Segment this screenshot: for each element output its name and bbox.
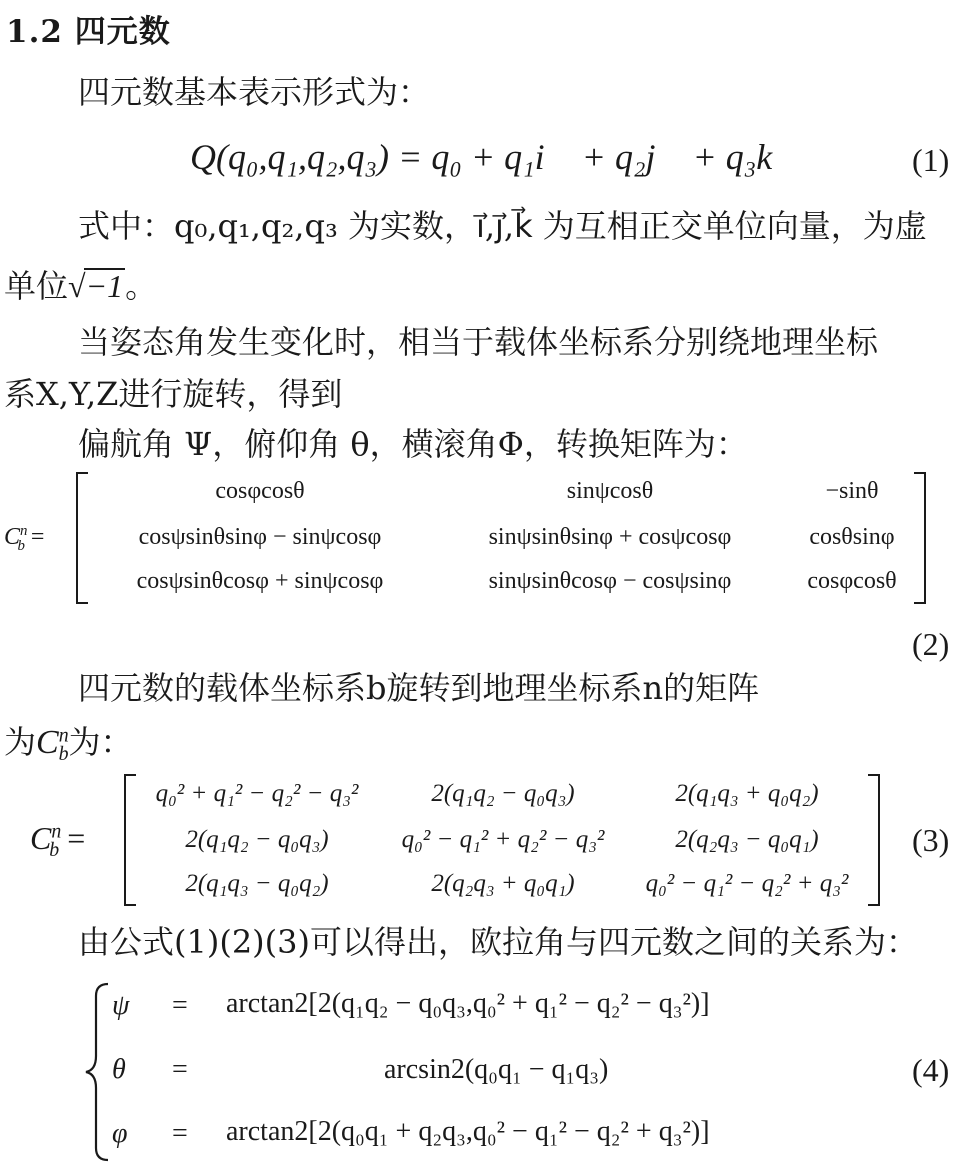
eq3-lhs-sub: b	[49, 839, 60, 862]
eq4-var: φ	[112, 1118, 128, 1149]
eq1-lhs: Q(q₀,q₁,q₂,q₃)	[190, 137, 390, 177]
p2-line2-pre: 单位	[4, 267, 69, 305]
eq3-cell: 2(q₂q₃ + q₀q₁)	[431, 870, 575, 897]
eq3-cell: 2(q₁q₃ − q₀q₂)	[185, 870, 329, 897]
eq3-cell: q₀² − q₁² − q₂² + q₃²	[645, 870, 849, 897]
eq3-cell: 2(q₂q₃ − q₀q₁)	[675, 826, 819, 853]
p5-symbol: C	[36, 724, 59, 761]
paragraph-quaternion-matrix-line1: 四元数的载体坐标系b旋转到地理坐标系n的矩阵	[78, 669, 760, 707]
eq4-expr: arcsin2(q₀q₁ − q₁q₃)	[384, 1054, 609, 1085]
equation-4-number: (4)	[912, 1052, 950, 1088]
eq2-cell: cosφcosθ	[807, 568, 897, 594]
section-number: 1.2	[6, 14, 63, 50]
eq4-left-brace	[84, 982, 112, 1162]
eq2-cell: −sinθ	[825, 478, 879, 504]
eq2-lhs	[4, 523, 45, 554]
paragraph-definition-line1: 式中：q₀,q₁,q₂,q₃ 为实数，i⃗,j⃗,k⃗ 为互相正交单位向量，为虚	[78, 207, 927, 245]
eq2-cell: sinψsinθcosφ − cosψsinφ	[488, 568, 732, 594]
paragraph-relation: 由公式(1)(2)(3)可以得出，欧拉角与四元数之间的关系为：	[78, 923, 918, 961]
eq2-left-bracket	[76, 472, 88, 604]
eq4-expr: arctan2[2(q₀q₁ + q₂q₃,q₀² − q₁² − q₂² + q₃²)]	[226, 1116, 710, 1147]
eq2-cell: cosψsinθcosφ + sinψcosφ	[136, 568, 384, 594]
p5-sup: n	[58, 724, 69, 747]
equation-1-number: (1)	[912, 142, 950, 178]
section-title: 四元数	[74, 14, 171, 50]
eq2-cell: cosψsinθsinφ − sinψcosφ	[138, 524, 382, 550]
eq3-cell: q₀² + q₁² − q₂² − q₃²	[155, 780, 359, 807]
eq4-var: ψ	[112, 990, 130, 1021]
eq3-lhs-sup: n	[51, 820, 62, 843]
eq4-equals: =	[172, 1118, 188, 1149]
paragraph-rotation-line1: 当姿态角发生变化时，相当于载体坐标系分别绕地理坐标	[78, 323, 879, 361]
eq3-cell: 2(q₁q₃ + q₀q₂)	[675, 780, 819, 807]
p5-sub: b	[58, 743, 69, 766]
paragraph-definition-line2: 单位√−1。	[4, 267, 158, 305]
eq2-equals: =	[30, 524, 45, 550]
eq2-cell: cosφcosθ	[215, 478, 305, 504]
eq2-lhs-sub: b	[17, 537, 25, 554]
eq2-cell: sinψsinθsinφ + cosψcosφ	[488, 524, 732, 550]
eq3-cell: 2(q₁q₂ − q₀q₃)	[185, 826, 329, 853]
paragraph-rotation-line2: 系X,Y,Z进行旋转，得到	[4, 375, 343, 413]
eq3-cell: q₀² − q₁² + q₂² − q₃²	[401, 826, 605, 853]
sqrt-radicand: −1	[85, 268, 124, 304]
p5-post: 为：	[68, 723, 133, 761]
equation-2-number: (2)	[912, 626, 950, 662]
eq4-equals: =	[172, 990, 188, 1021]
equation-3-number: (3)	[912, 822, 950, 858]
paragraph-quaternion-matrix-line2	[4, 723, 133, 766]
eq4-var: θ	[112, 1054, 126, 1085]
eq1-rhs: = q₀ + q₁i⃗ + q₂j⃗ + q₃k⃗	[398, 137, 801, 177]
p5-pre: 为	[4, 723, 37, 761]
paragraph-intro: 四元数基本表示形式为：	[78, 73, 431, 111]
eq3-equals: =	[67, 820, 86, 856]
eq4-equals: =	[172, 1054, 188, 1085]
equation-1	[190, 136, 800, 178]
p2-line2-post: 。	[125, 267, 158, 305]
section-heading	[6, 6, 171, 51]
eq3-lhs-symbol: C	[30, 820, 52, 856]
eq2-cell: sinψcosθ	[566, 478, 654, 504]
eq3-cell: 2(q₁q₂ − q₀q₃)	[431, 780, 575, 807]
eq2-cell: cosθsinφ	[809, 524, 895, 550]
eq2-lhs-symbol: C	[4, 524, 21, 550]
eq2-right-bracket	[914, 472, 926, 604]
eq3-right-bracket	[868, 774, 880, 906]
eq3-lhs	[30, 820, 86, 862]
paragraph-angles: 偏航角 Ψ，俯仰角 θ，横滚角Φ，转换矩阵为：	[78, 425, 748, 463]
eq2-lhs-sup: n	[20, 523, 28, 539]
eq4-expr: arctan2[2(q₁q₂ − q₀q₃,q₀² + q₁² − q₂² − q₃²)]	[226, 988, 710, 1019]
